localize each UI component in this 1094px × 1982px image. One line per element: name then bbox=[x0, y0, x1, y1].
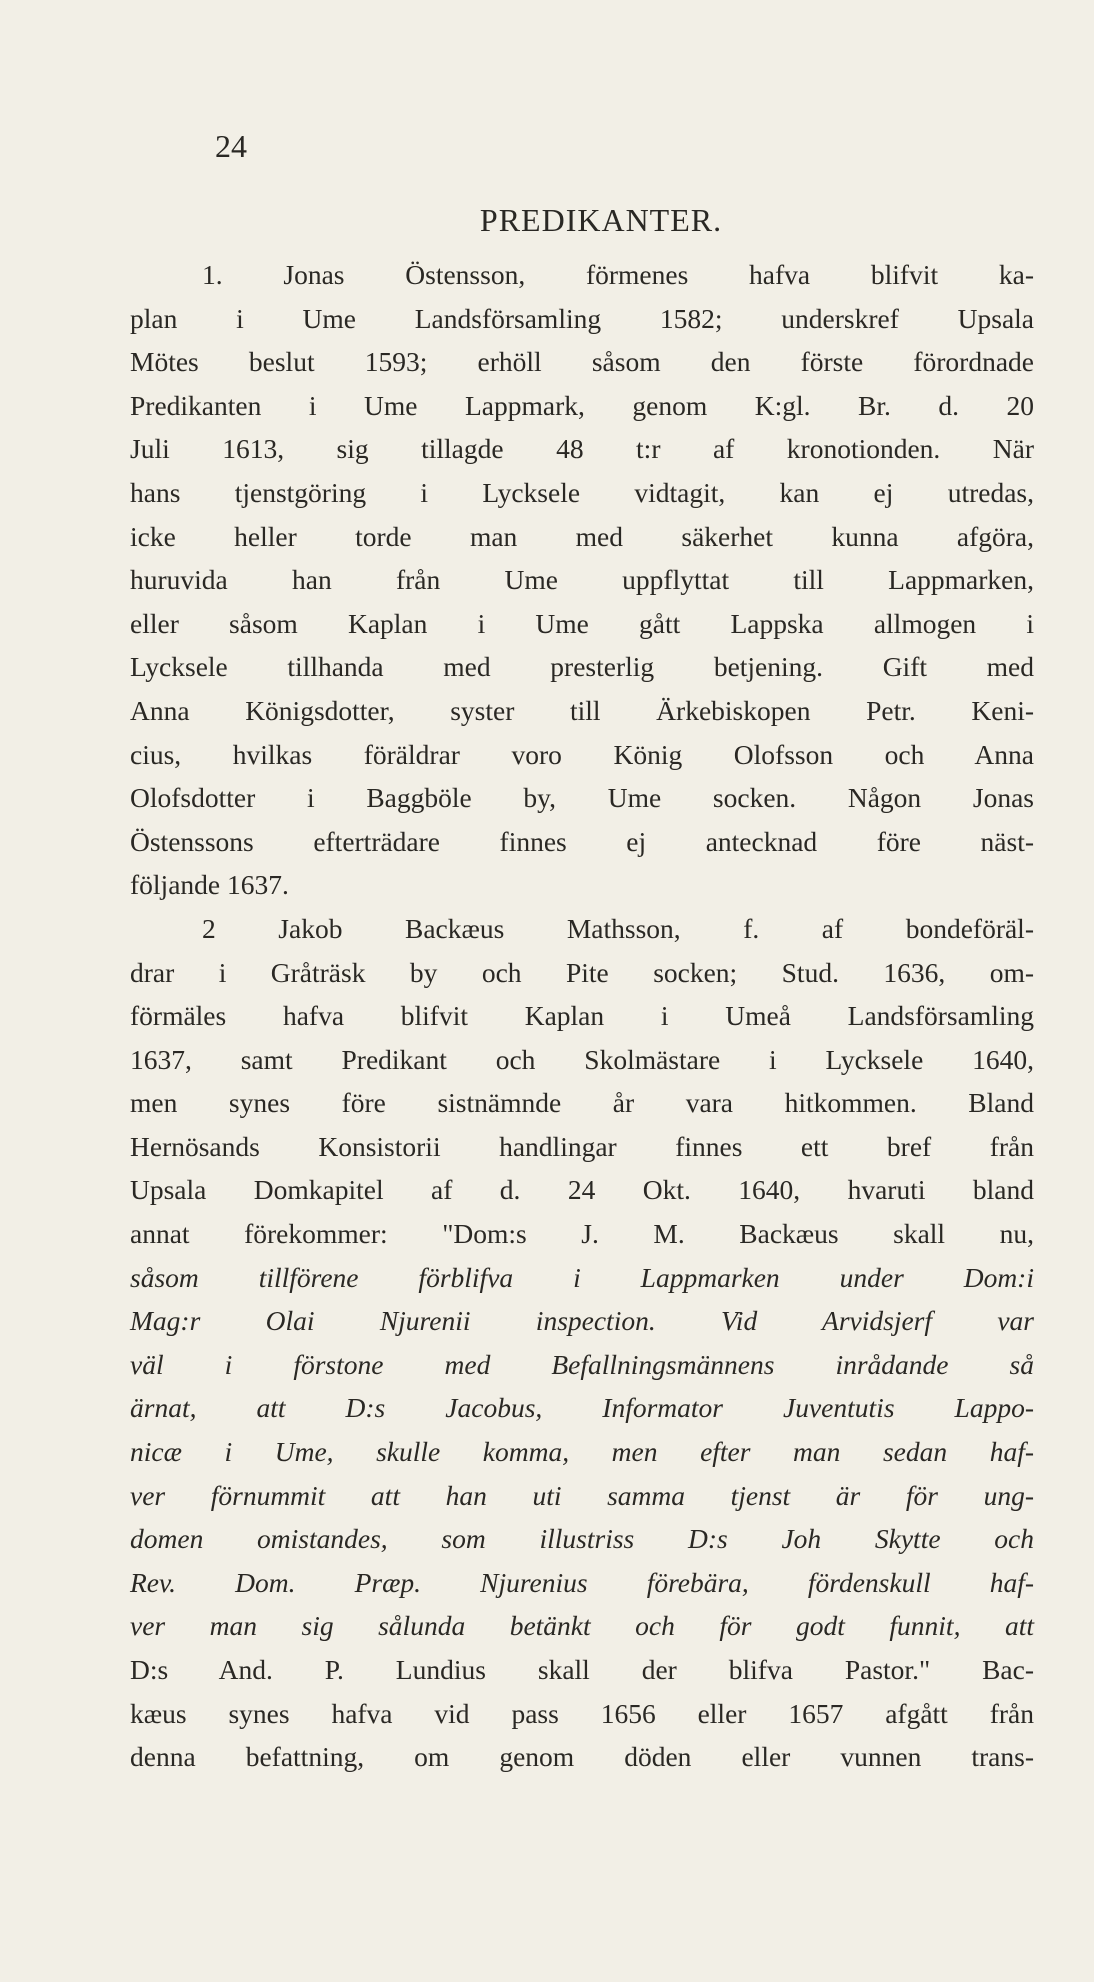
text-line: cius, hvilkas föräldrar voro König Olofsson och Anna bbox=[130, 738, 1034, 770]
text-line: Mag:r Olai Njurenii inspection. Vid Arvidsjerf var bbox=[130, 1305, 1034, 1337]
text-line: 1. Jonas Östensson, förmenes hafva blifvit ka- bbox=[202, 259, 1034, 290]
text-line: väl i förstone med Befallningsmännens inrådande så bbox=[130, 1348, 1034, 1380]
page-number: 24 bbox=[215, 128, 247, 164]
text-line: ver förnummit att han uti samma tjenst är för ung- bbox=[130, 1479, 1034, 1511]
text-line: icke heller torde man med säkerhet kunna afgöra, bbox=[130, 520, 1034, 552]
text-line: kæus synes hafva vid pass 1656 eller 1657 afgått från bbox=[130, 1697, 1034, 1729]
text-line: 2 Jakob Backæus Mathsson, f. af bondeföräl- bbox=[202, 912, 1034, 944]
text-line: Predikanten i Ume Lappmark, genom K:gl. Br. d. 20 bbox=[130, 389, 1034, 421]
text-line: denna befattning, om genom döden eller vunnen trans- bbox=[130, 1741, 1034, 1773]
text-line: Anna Königsdotter, syster till Ärkebiskopen Petr. Keni- bbox=[130, 694, 1034, 726]
text-line: följande 1637. bbox=[130, 869, 289, 901]
text-line: såsom tillförene förblifva i Lappmarken under Dom:i bbox=[130, 1261, 1034, 1293]
text-line: huruvida han från Ume uppflyttat till Lappmarken, bbox=[130, 564, 1034, 596]
text-line: Olofsdotter i Baggböle by, Ume socken. Någon Jonas bbox=[130, 782, 1034, 814]
text-line: Upsala Domkapitel af d. 24 Okt. 1640, hvaruti bland bbox=[130, 1174, 1034, 1206]
body-text bbox=[130, 253, 1034, 1779]
text-line: D:s And. P. Lundius skall der blifva Pastor." Bac- bbox=[130, 1654, 1034, 1685]
text-line: ver man sig sålunda betänkt och för godt funnit, att bbox=[130, 1610, 1034, 1642]
text-line: nicæ i Ume, skulle komma, men efter man sedan haf- bbox=[130, 1436, 1034, 1468]
chapter-heading: PREDIKANTER. bbox=[479, 202, 723, 238]
text-line: Östenssons efterträdare finnes ej antecknad före näst- bbox=[130, 825, 1034, 857]
text-line: 1637, samt Predikant och Skolmästare i Lycksele 1640, bbox=[130, 1043, 1034, 1075]
text-line: drar i Gråträsk by och Pite socken; Stud. 1636, om- bbox=[130, 956, 1034, 988]
text-line: men synes före sistnämnde år vara hitkommen. Bland bbox=[130, 1087, 1034, 1119]
text-line: hans tjenstgöring i Lycksele vidtagit, kan ej utredas, bbox=[130, 476, 1034, 508]
text-line: annat förekommer: "Dom:s J. M. Backæus skall nu, bbox=[130, 1218, 1034, 1250]
text-line: domen omistandes, som illustriss D:s Joh Skytte och bbox=[130, 1523, 1034, 1555]
text-line: plan i Ume Landsförsamling 1582; underskref Upsala bbox=[130, 302, 1034, 334]
text-line: Lycksele tillhanda med presterlig betjening. Gift med bbox=[130, 651, 1034, 683]
text-line: eller såsom Kaplan i Ume gått Lappska allmogen i bbox=[130, 607, 1034, 639]
text-line: förmäles hafva blifvit Kaplan i Umeå Landsförsamling bbox=[130, 1000, 1034, 1032]
text-line: Juli 1613, sig tillagde 48 t:r af kronotionden. När bbox=[130, 433, 1034, 465]
text-line: Rev. Dom. Præp. Njurenius förebära, fördenskull haf- bbox=[130, 1566, 1034, 1598]
text-line: ärnat, att D:s Jacobus, Informator Juventutis Lappo- bbox=[130, 1392, 1034, 1424]
text-line: Hernösands Konsistorii handlingar finnes ett bref från bbox=[130, 1130, 1034, 1162]
text-line: Mötes beslut 1593; erhöll såsom den förste förordnade bbox=[130, 346, 1034, 378]
